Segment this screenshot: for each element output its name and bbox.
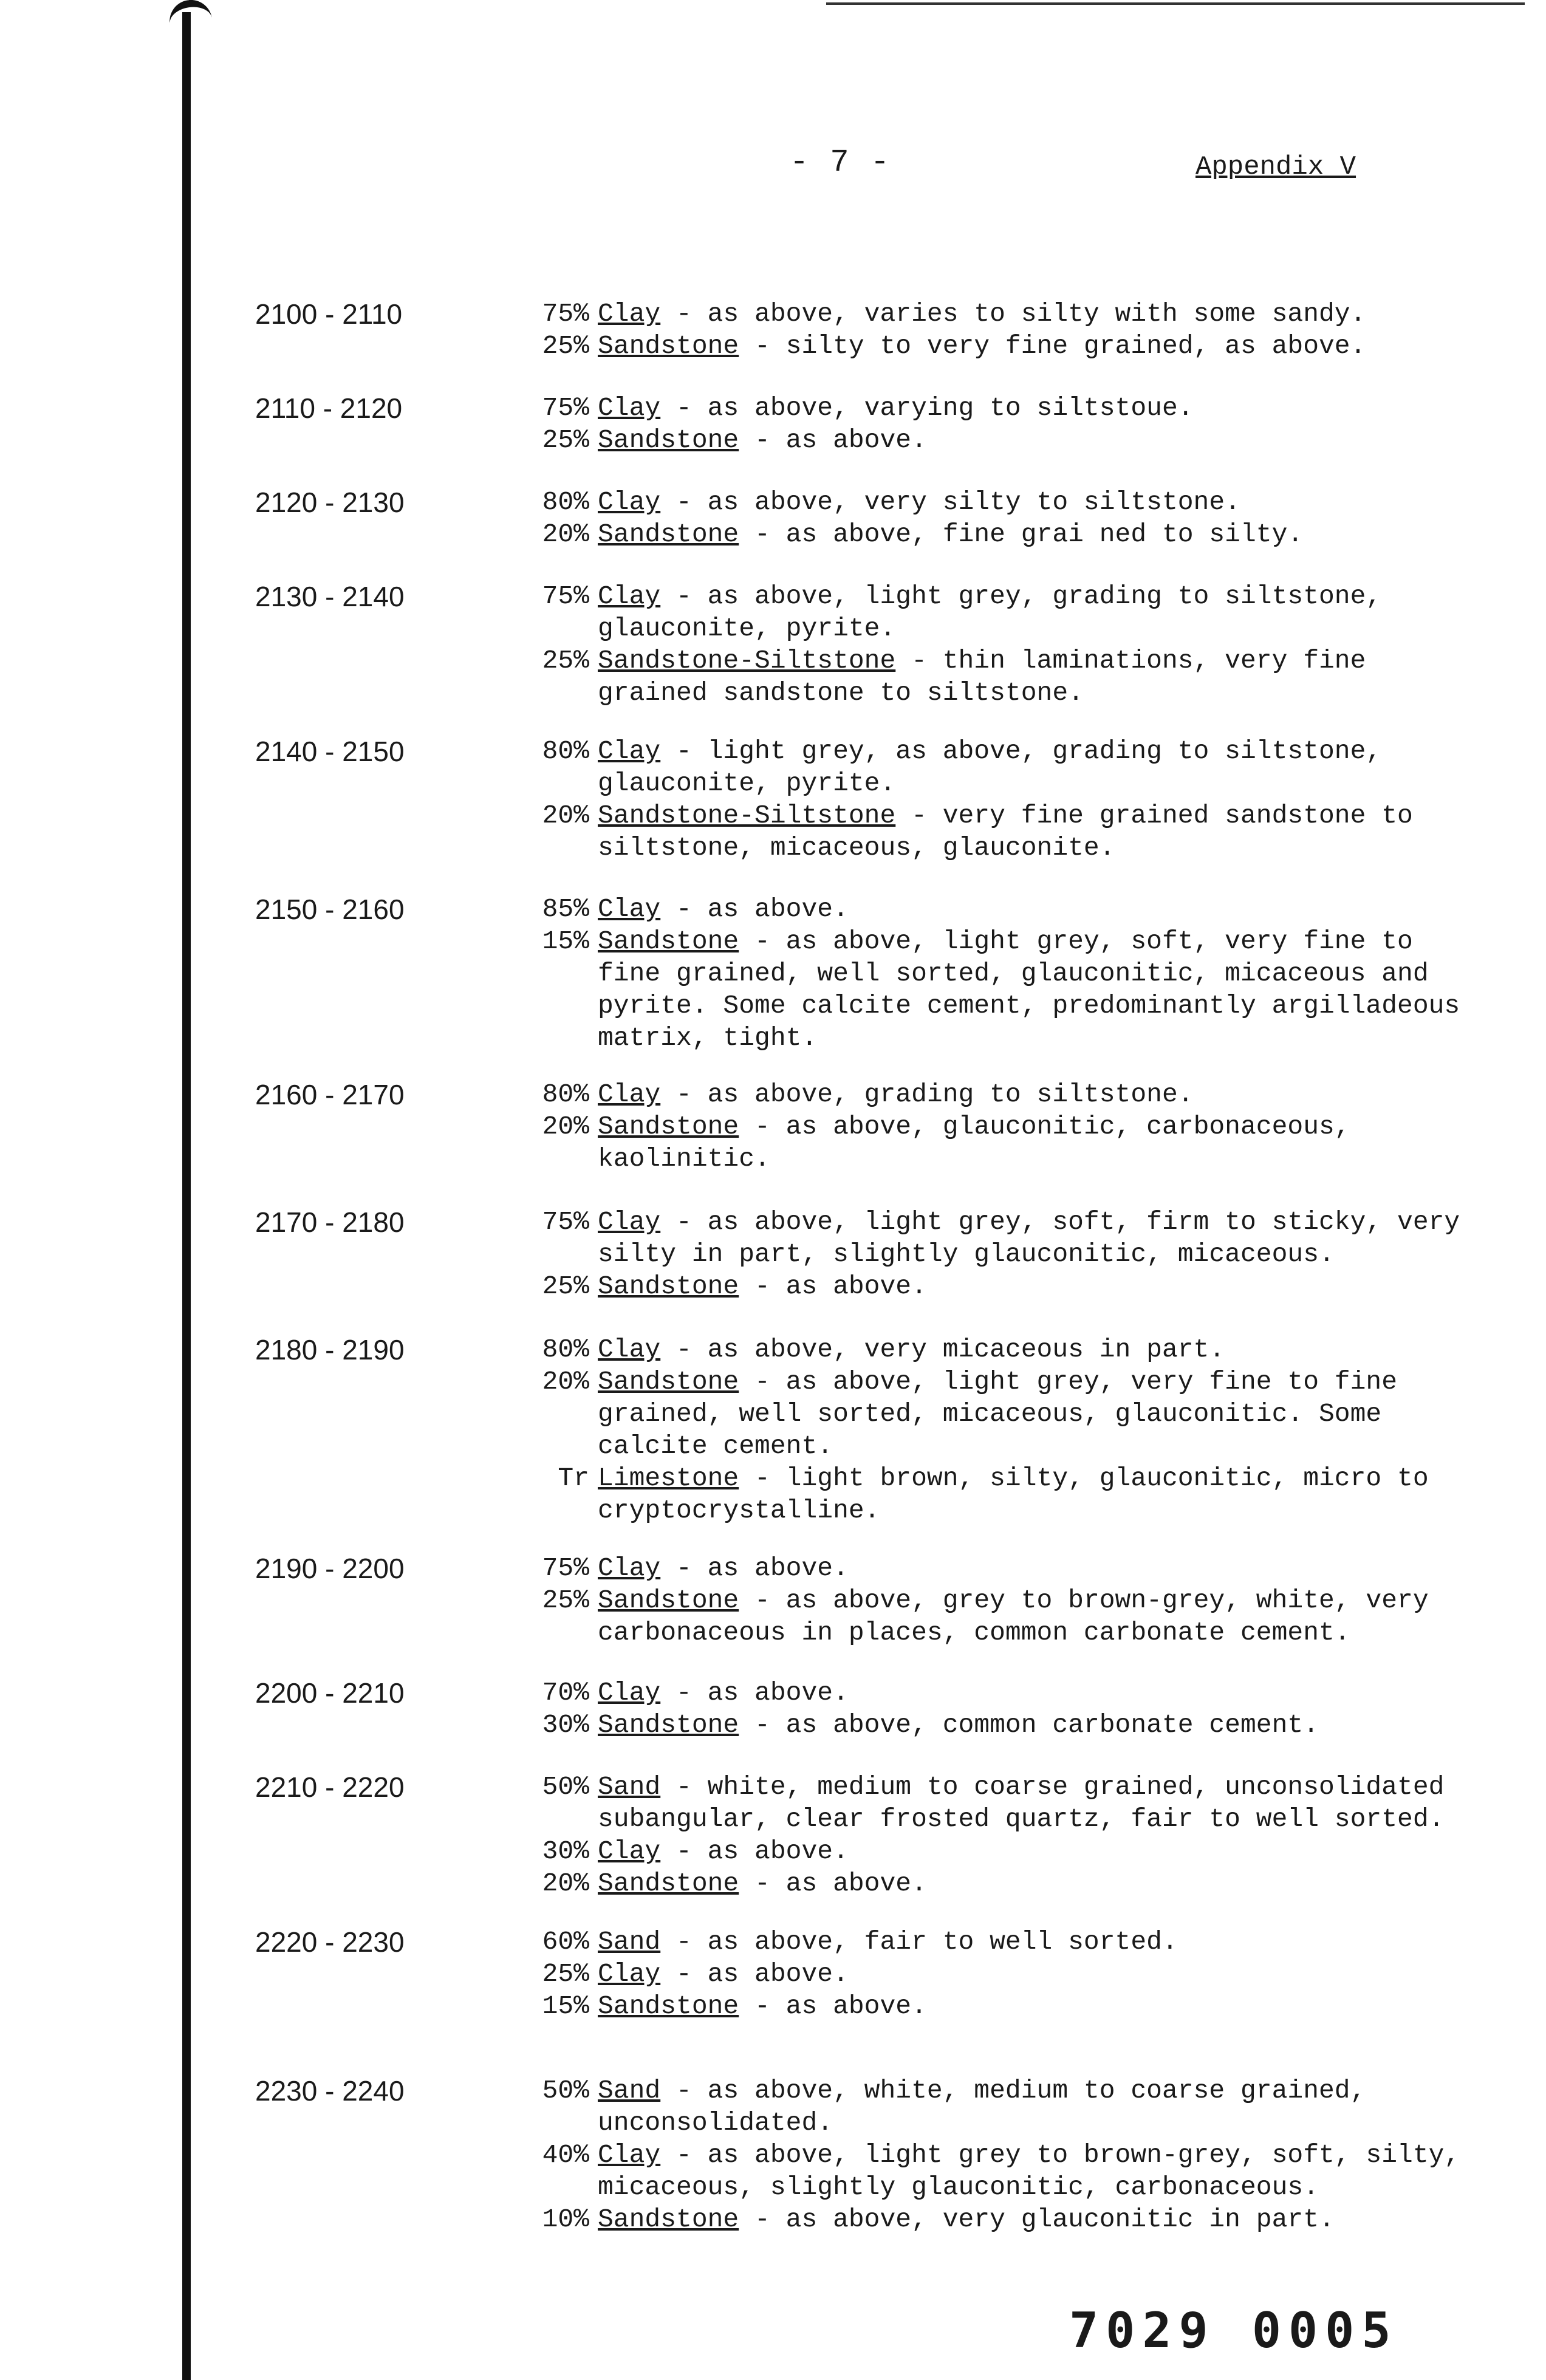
lithology-item — [522, 1926, 1470, 1958]
lithology-item — [522, 1270, 1470, 1302]
lithology-name: Sandstone — [598, 1991, 739, 2021]
lithology-name: Sandstone — [598, 1585, 739, 1615]
lithology-percent: 75% — [542, 1207, 589, 1237]
lithology-percent: 30% — [542, 1836, 589, 1866]
lithology-name: Clay — [598, 1079, 661, 1109]
lithology-name: Sandstone — [598, 1367, 739, 1397]
lithology-percent: 75% — [542, 581, 589, 611]
lithology-item — [522, 330, 1470, 362]
lithology-description: - as above, light grey, soft, firm to sticky, very silty in part, slightly glauconitic, micaceous. — [598, 1207, 1460, 1269]
lithology-percent: 20% — [542, 1869, 589, 1898]
lithology-item — [522, 2074, 1470, 2139]
lithology-name: Sand — [598, 1772, 661, 1802]
lithology-name: Sandstone-Siltstone — [598, 801, 896, 830]
lithology-percent: 25% — [542, 331, 589, 361]
lithology-description: - as above. — [660, 1836, 849, 1866]
lithology-name: Clay — [598, 1553, 661, 1583]
lithology-description: - as above, light grey to brown-grey, soft, silty, micaceous, slightly glauconitic, carbonaceous. — [598, 2140, 1460, 2202]
lithology-percent: 10% — [542, 2204, 589, 2234]
lithology-name: Sandstone — [598, 519, 739, 549]
lithology-name: Clay — [598, 1207, 661, 1237]
lithology-item — [522, 1990, 1470, 2022]
lithology-item — [522, 1552, 1470, 1584]
lithology-item — [522, 1584, 1470, 1649]
lithology-description: - as above. — [660, 894, 849, 924]
lithology-name: Sand — [598, 2076, 661, 2105]
lithology-description: - as above, grey to brown-grey, white, very carbonaceous in places, common carbonate cement. — [598, 1585, 1429, 1647]
lithology-description: - as above, light grey, soft, very fine to fine grained, well sorted, glauconitic, micaceous and pyrite. Some calcite cement, predominantly argilladeous matrix, tight. — [598, 926, 1460, 1053]
lithology-item — [522, 1462, 1470, 1527]
lithology-percent: 85% — [542, 894, 589, 924]
lithology-name: Sandstone — [598, 926, 739, 956]
lithology-list — [522, 298, 1470, 362]
lithology-item — [522, 735, 1470, 799]
depth-interval: 2150 - 2160 — [255, 894, 405, 925]
binding-line — [182, 12, 191, 2380]
lithology-name: Sandstone — [598, 1112, 739, 1141]
lithology-description: - as above. — [739, 1869, 927, 1898]
lithology-name: Sand — [598, 1927, 661, 1957]
lithology-description: - silty to very fine grained, as above. — [739, 331, 1366, 361]
depth-interval: 2160 - 2170 — [255, 1079, 405, 1110]
lithology-item — [522, 893, 1470, 925]
depth-interval: 2130 - 2140 — [255, 581, 405, 612]
lithology-item — [522, 799, 1470, 864]
lithology-percent: 15% — [542, 926, 589, 956]
lithology-percent: 75% — [542, 299, 589, 329]
depth-interval: 2180 - 2190 — [255, 1334, 405, 1366]
lithology-list — [522, 1078, 1470, 1175]
lithology-list — [522, 1206, 1470, 1302]
lithology-name: Limestone — [598, 1463, 739, 1493]
lithology-description: - as above. — [660, 1678, 849, 1708]
lithology-percent: 20% — [542, 1112, 589, 1141]
lithology-percent: 20% — [542, 519, 589, 549]
lithology-description: - as above. — [739, 425, 927, 455]
lithology-description: - as above, varying to siltstoue. — [660, 393, 1194, 423]
lithology-percent: 20% — [542, 801, 589, 830]
lithology-description: - as above, white, medium to coarse grained, unconsolidated. — [598, 2076, 1366, 2138]
depth-interval: 2200 - 2210 — [255, 1677, 405, 1709]
depth-interval: 2210 - 2220 — [255, 1771, 405, 1803]
appendix-label: Appendix V — [1195, 152, 1356, 182]
lithology-percent: 15% — [542, 1991, 589, 2021]
lithology-name: Clay — [598, 487, 661, 517]
lithology-name: Clay — [598, 393, 661, 423]
lithology-name: Clay — [598, 1335, 661, 1364]
lithology-name: Sandstone — [598, 1710, 739, 1740]
lithology-percent: 70% — [542, 1678, 589, 1708]
lithology-percent: 50% — [542, 1772, 589, 1802]
lithology-percent: 75% — [542, 393, 589, 423]
lithology-name: Sandstone-Siltstone — [598, 646, 896, 675]
lithology-description: - as above, very glauconitic in part. — [739, 2204, 1335, 2234]
lithology-description: - as above, very silty to siltstone. — [660, 487, 1240, 517]
lithology-item — [522, 925, 1470, 1054]
lithology-item — [522, 580, 1470, 645]
lithology-list — [522, 1771, 1470, 1900]
lithology-item — [522, 392, 1470, 424]
depth-interval: 2170 - 2180 — [255, 1206, 405, 1238]
depth-interval: 2100 - 2110 — [255, 298, 403, 330]
lithology-list — [522, 1333, 1470, 1527]
lithology-list — [522, 893, 1470, 1054]
lithology-name: Clay — [598, 299, 661, 329]
lithology-item — [522, 1333, 1470, 1366]
lithology-description: - as above, grading to siltstone. — [660, 1079, 1194, 1109]
lithology-description: - as above, fair to well sorted. — [660, 1927, 1178, 1957]
lithology-item — [522, 298, 1470, 330]
lithology-percent: 25% — [542, 1271, 589, 1301]
lithology-list — [522, 392, 1470, 456]
lithology-percent: 50% — [542, 2076, 589, 2105]
lithology-description: - as above. — [660, 1553, 849, 1583]
lithology-list — [522, 580, 1470, 709]
lithology-name: Clay — [598, 894, 661, 924]
depth-interval: 2120 - 2130 — [255, 487, 405, 518]
lithology-name: Clay — [598, 1836, 661, 1866]
lithology-name: Clay — [598, 581, 661, 611]
depth-interval: 2220 - 2230 — [255, 1926, 405, 1958]
lithology-name: Sandstone — [598, 1869, 739, 1898]
lithology-item — [522, 1867, 1470, 1900]
lithology-description: - white, medium to coarse grained, unconsolidated subangular, clear frosted quartz, fair to well sorted. — [598, 1772, 1445, 1834]
lithology-name: Sandstone — [598, 2204, 739, 2234]
page-top-edge — [826, 2, 1525, 5]
lithology-item — [522, 1110, 1470, 1175]
lithology-item — [522, 2139, 1470, 2203]
lithology-name: Clay — [598, 1959, 661, 1989]
lithology-item — [522, 1958, 1470, 1990]
lithology-description: - light grey, as above, grading to siltstone, glauconite, pyrite. — [598, 736, 1382, 798]
lithology-percent: 25% — [542, 425, 589, 455]
lithology-list — [522, 486, 1470, 550]
lithology-percent: 30% — [542, 1710, 589, 1740]
lithology-item — [522, 1677, 1470, 1709]
page-number: - 7 - — [790, 145, 891, 180]
lithology-item — [522, 1366, 1470, 1462]
depth-interval: 2230 - 2240 — [255, 2075, 405, 2107]
lithology-name: Clay — [598, 736, 661, 766]
lithology-item — [522, 1771, 1470, 1835]
lithology-description: - as above, very micaceous in part. — [660, 1335, 1225, 1364]
lithology-item — [522, 1709, 1470, 1741]
lithology-list — [522, 735, 1470, 864]
lithology-percent: 80% — [542, 1079, 589, 1109]
lithology-percent: 80% — [542, 1335, 589, 1364]
lithology-item — [522, 1078, 1470, 1110]
lithology-percent: 75% — [542, 1553, 589, 1583]
lithology-percent: 40% — [542, 2140, 589, 2170]
lithology-item — [522, 1206, 1470, 1270]
lithology-item — [522, 424, 1470, 456]
lithology-percent: 20% — [542, 1367, 589, 1397]
lithology-percent: Tr — [558, 1463, 589, 1493]
lithology-description: - as above. — [660, 1959, 849, 1989]
lithology-item — [522, 518, 1470, 550]
lithology-name: Sandstone — [598, 425, 739, 455]
lithology-percent: 25% — [542, 1585, 589, 1615]
lithology-percent: 60% — [542, 1927, 589, 1957]
lithology-description: - as above, common carbonate cement. — [739, 1710, 1319, 1740]
document-number: 7029 0005 — [1069, 2302, 1398, 2359]
lithology-percent: 25% — [542, 1959, 589, 1989]
lithology-description: - as above, light grey, very fine to fine grained, well sorted, micaceous, glauconitic. Some calcite cement. — [598, 1367, 1398, 1461]
lithology-list — [522, 1552, 1470, 1649]
lithology-description: - as above, light grey, grading to siltstone, glauconite, pyrite. — [598, 581, 1382, 643]
lithology-description: - as above. — [739, 1991, 927, 2021]
lithology-list — [522, 2074, 1470, 2235]
lithology-name: Sandstone — [598, 1271, 739, 1301]
depth-interval: 2110 - 2120 — [255, 392, 403, 424]
lithology-description: - thin laminations, very fine grained sandstone to siltstone. — [598, 646, 1366, 708]
lithology-percent: 80% — [542, 487, 589, 517]
lithology-item — [522, 2203, 1470, 2235]
lithology-name: Clay — [598, 1678, 661, 1708]
lithology-name: Sandstone — [598, 331, 739, 361]
lithology-description: - as above, fine grai ned to silty. — [739, 519, 1304, 549]
lithology-description: - as above, varies to silty with some sandy. — [660, 299, 1366, 329]
lithology-description: - light brown, silty, glauconitic, micro to cryptocrystalline. — [598, 1463, 1429, 1525]
lithology-list — [522, 1926, 1470, 2022]
lithology-description: - as above, glauconitic, carbonaceous, kaolinitic. — [598, 1112, 1350, 1174]
lithology-item — [522, 486, 1470, 518]
depth-interval: 2140 - 2150 — [255, 736, 405, 767]
depth-interval: 2190 - 2200 — [255, 1553, 405, 1584]
lithology-description: - very fine grained sandstone to siltstone, micaceous, glauconite. — [598, 801, 1413, 863]
lithology-description: - as above. — [739, 1271, 927, 1301]
lithology-percent: 80% — [542, 736, 589, 766]
lithology-list — [522, 1677, 1470, 1741]
lithology-name: Clay — [598, 2140, 661, 2170]
lithology-percent: 25% — [542, 646, 589, 675]
lithology-item — [522, 645, 1470, 709]
lithology-item — [522, 1835, 1470, 1867]
